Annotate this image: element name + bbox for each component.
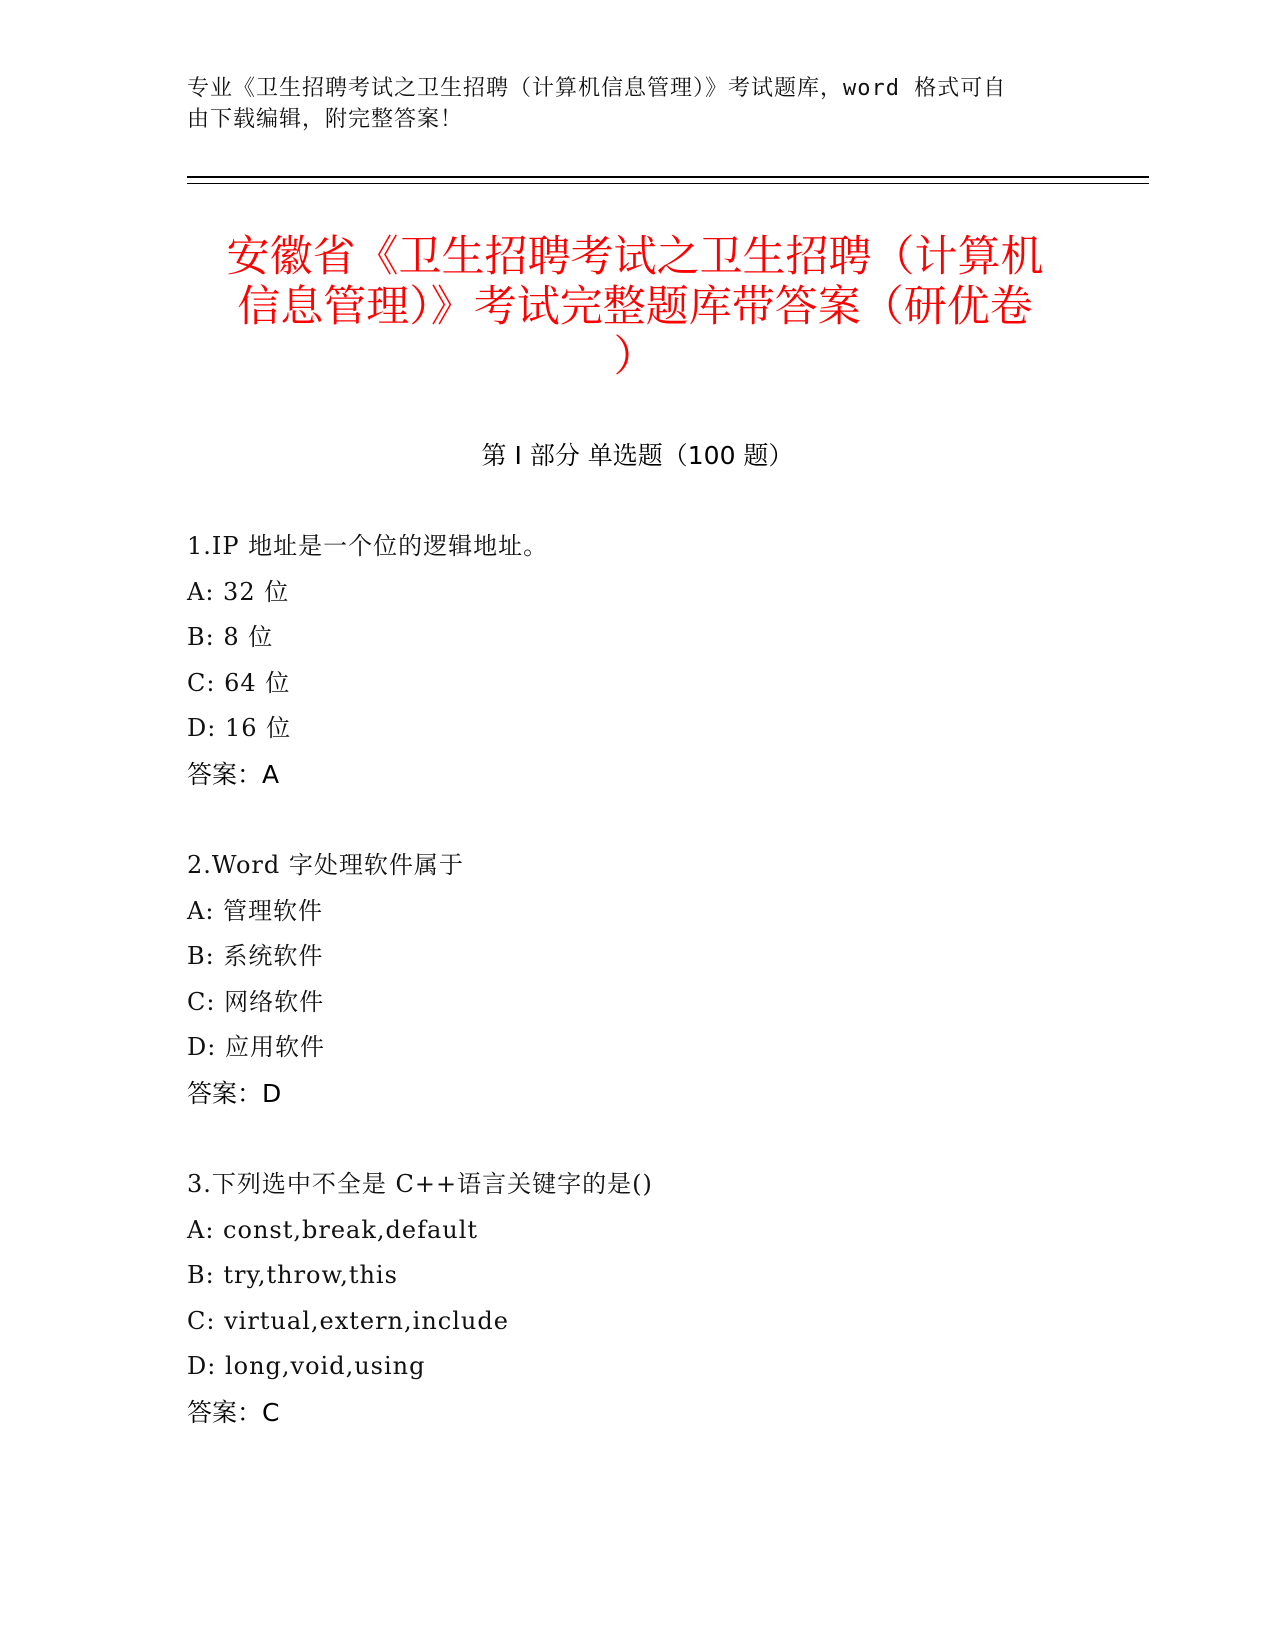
header-divider-thin	[187, 183, 1149, 184]
header-divider-thick	[187, 176, 1149, 178]
question-stem: 2.Word 字处理软件属于	[187, 851, 464, 879]
header-note-line-2: 由下载编辑，附完整答案！	[187, 107, 464, 132]
question-2	[187, 843, 1087, 1116]
question-3	[187, 1162, 1087, 1435]
option-a: A: const,break,default	[187, 1215, 479, 1244]
answer: 答案：C	[187, 1397, 280, 1427]
document-header-note	[187, 73, 1067, 135]
header-note-line-1: 专业《卫生招聘考试之卫生招聘（计算机信息管理）》考试题库，word 格式可自	[187, 76, 1007, 101]
option-b: B: try,throw,this	[187, 1261, 398, 1289]
option-a: A: 32 位	[187, 577, 290, 606]
option-a: A: 管理软件	[187, 896, 324, 925]
document-title	[185, 232, 1085, 382]
question-1	[187, 524, 1087, 797]
question-stem: 3.下列选中不全是 C++语言关键字的是()	[187, 1170, 653, 1198]
answer: 答案：D	[187, 1078, 282, 1108]
question-stem: 1.IP 地址是一个位的逻辑地址。	[187, 532, 549, 560]
title-line-3: ）	[613, 332, 657, 382]
option-d: D: 应用软件	[187, 1033, 325, 1061]
option-c: C: 64 位	[187, 668, 291, 697]
answer: 答案：A	[187, 759, 280, 789]
title-line-1: 安徽省《卫生招聘考试之卫生招聘（计算机	[226, 232, 1044, 282]
option-c: C: 网络软件	[187, 987, 325, 1016]
section-heading: 第 I 部分 单选题（100 题）	[481, 441, 794, 470]
option-c: C: virtual,extern,include	[187, 1306, 509, 1335]
option-d: D: 16 位	[187, 714, 292, 742]
option-b: B: 8 位	[187, 623, 274, 651]
option-d: D: long,void,using	[187, 1352, 426, 1380]
title-line-2: 信息管理）》考试完整题库带答案（研优卷	[237, 282, 1033, 332]
option-b: B: 系统软件	[187, 942, 324, 970]
